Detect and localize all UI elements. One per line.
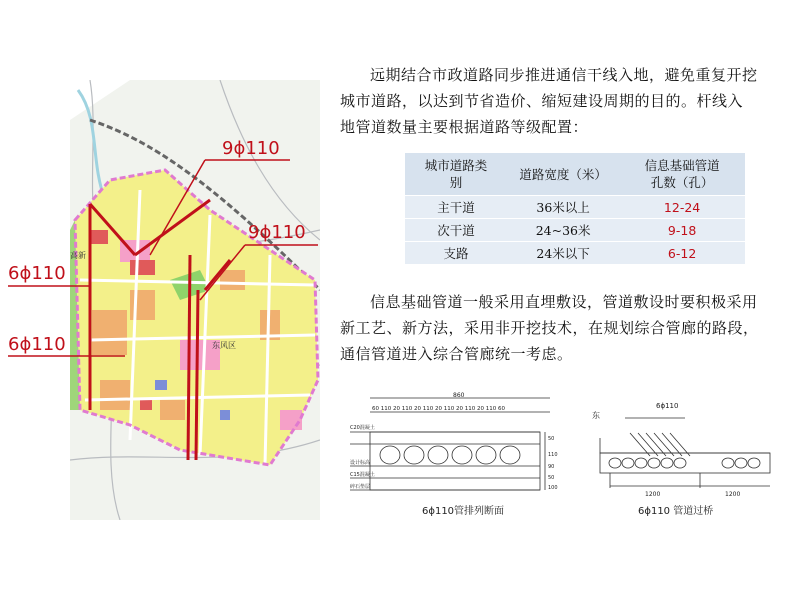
paragraph-intro-line1: 远期结合市政道路同步推进通信干线入地，避免重复开挖: [370, 66, 758, 84]
road-pipe-table: [405, 153, 745, 265]
table-header-row: [405, 153, 745, 196]
cell-road-type: 支路: [405, 242, 507, 265]
table-row: [405, 219, 745, 242]
bridge-dim-1: 1200: [645, 491, 661, 498]
cell-road-width: 24米以下: [507, 242, 619, 265]
table-row: [405, 196, 745, 219]
bridge-side-label: 东: [592, 411, 600, 420]
header-road-type: 城市道路类 别: [405, 153, 507, 196]
pipe-label-top: 9ϕ110: [222, 138, 280, 159]
bridge-pipe-label: 6ϕ110: [656, 402, 679, 410]
pipe-label-right: 9ϕ110: [248, 222, 306, 243]
paragraph-intro: [340, 62, 790, 140]
side-dim-5: 100: [548, 485, 558, 491]
place-name-west: 高新: [70, 251, 86, 260]
side-dim-3: 90: [548, 464, 555, 470]
paragraph-method: [340, 289, 795, 367]
bridge-caption: 6ϕ110 管道过桥: [638, 506, 714, 517]
cell-hole-count: 6-12: [619, 242, 745, 265]
spacing-dimensions: 60 110 20 110 20 110 20 110 20 110 20 110 60: [372, 406, 505, 412]
header-road-width: 道路宽度（米）: [507, 153, 619, 196]
side-dim-4: 50: [548, 475, 555, 481]
cell-road-type: 次干道: [405, 219, 507, 242]
paragraph-method-line3: 通信管道进入综合管廊统一考虑。: [340, 345, 573, 363]
layer-label-c15: C15混凝土: [350, 472, 375, 478]
pipe-bridge-drawing: [590, 398, 775, 508]
cell-road-type: 主干道: [405, 196, 507, 219]
bridge-dim-2: 1200: [725, 491, 741, 498]
paragraph-method-line1: 信息基础管道一般采用直埋敷设，管道敷设时要积极采用: [370, 293, 758, 311]
cell-road-width: 36米以上: [507, 196, 619, 219]
top-dimension: 860: [453, 392, 465, 399]
layer-label-gravel: 碎石垫层: [350, 484, 371, 490]
pipe-label-left-upper: 6ϕ110: [8, 263, 66, 284]
place-name-center: 东风区: [212, 341, 236, 350]
side-dim-1: 50: [548, 436, 555, 442]
paragraph-intro-line3: 地管道数量主要根据道路等级配置：: [340, 118, 589, 136]
cell-hole-count: 9-18: [619, 219, 745, 242]
layer-label-c20: C20混凝土: [350, 425, 375, 431]
layer-label-design: 设计标高: [350, 460, 371, 466]
cross-section-caption: 6ϕ110管排列断面: [422, 506, 505, 517]
side-dim-2: 110: [548, 452, 558, 458]
cell-hole-count: 12-24: [619, 196, 745, 219]
pipe-label-left-lower: 6ϕ110: [8, 334, 66, 355]
cell-road-width: 24~36米: [507, 219, 619, 242]
table-row: [405, 242, 745, 265]
header-hole-count: 信息基础管道 孔数（孔）: [619, 153, 745, 196]
paragraph-method-line2: 新工艺、新方法，采用非开挖技术，在规划综合管廊的路段，: [340, 319, 759, 337]
paragraph-intro-line2: 城市道路，以达到节省造价、缩短建设周期的目的。杆线入: [340, 92, 744, 110]
